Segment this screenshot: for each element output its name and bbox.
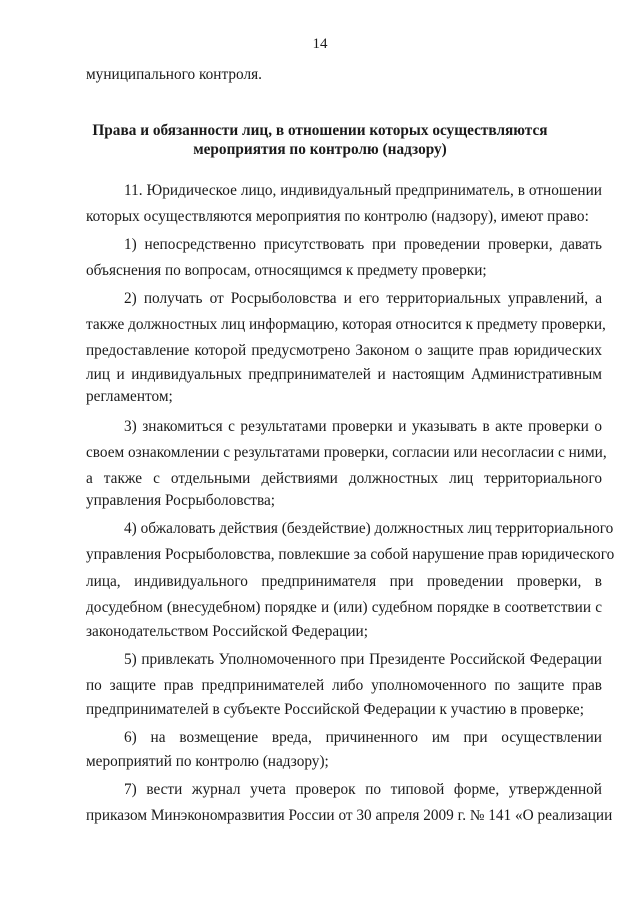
item-5-line-3: предпринимателей в субъекте Российской Федерации к участию в проверке; <box>86 701 584 718</box>
item-2-line-1: 2) получать от Росрыболовства и его территориальных управлений, а <box>124 290 602 307</box>
item-7-line-2: приказом Минэкономразвития России от 30 апреля 2009 г. № 141 «О реализации <box>86 807 613 824</box>
item-7-line-1: 7) вести журнал учета проверок по типовой форме, утвержденной <box>124 781 602 798</box>
item-4-line-4: досудебном (внесудебном) порядке и (или) судебном порядке в соответствии с <box>86 599 602 616</box>
page-number: 14 <box>312 36 328 52</box>
item-2-line-4: лиц и индивидуальных предпринимателей и настоящим Административным <box>86 366 602 383</box>
paragraph-11-line-1: 11. Юридическое лицо, индивидуальный предприниматель, в отношении <box>124 182 602 199</box>
item-1-line-2: объяснения по вопросам, относящимся к предмету проверки; <box>86 262 487 279</box>
paragraph-11-line-2: которых осуществляются мероприятия по контролю (надзору), имеют право: <box>86 208 589 225</box>
item-1-line-1: 1) непосредственно присутствовать при проведении проверки, давать <box>124 236 602 253</box>
section-heading-line-1: Права и обязанности лиц, в отношении которых осуществляются <box>92 122 548 139</box>
item-4-line-2: управления Росрыболовства, повлекшие за собой нарушение прав юридического <box>86 546 615 563</box>
item-3-line-4: управления Росрыболовства; <box>86 492 276 509</box>
item-2-line-2: также должностных лиц информацию, которая относится к предмету проверки, <box>86 316 606 333</box>
item-2-line-3: предоставление которой предусмотрено Законом о защите прав юридических <box>86 342 602 359</box>
item-5-line-2: по защите прав предпринимателей либо уполномоченного по защите прав <box>86 677 602 694</box>
item-3-line-1: 3) знакомиться с результатами проверки и указывать в акте проверки о <box>124 418 602 435</box>
item-6-line-1: 6) на возмещение вреда, причиненного им при осуществлении <box>124 729 602 746</box>
item-3-line-3: а также с отдельными действиями должностных лиц территориального <box>86 470 602 487</box>
item-2-line-5: регламентом; <box>86 388 173 405</box>
item-4-line-1: 4) обжаловать действия (бездействие) должностных лиц территориального <box>124 520 614 537</box>
section-heading-line-2: мероприятия по контролю (надзору) <box>193 141 447 158</box>
item-4-line-5: законодательством Российской Федерации; <box>86 623 368 640</box>
text-line-continuation: муниципального контроля. <box>86 66 262 83</box>
item-6-line-2: мероприятий по контролю (надзору); <box>86 753 329 770</box>
item-5-line-1: 5) привлекать Уполномоченного при Президенте Российской Федерации <box>124 651 602 668</box>
item-4-line-3: лица, индивидуального предпринимателя при проведении проверки, в <box>86 573 602 590</box>
item-3-line-2: своем ознакомлении с результатами проверки, согласии или несогласии с ними, <box>86 444 607 461</box>
